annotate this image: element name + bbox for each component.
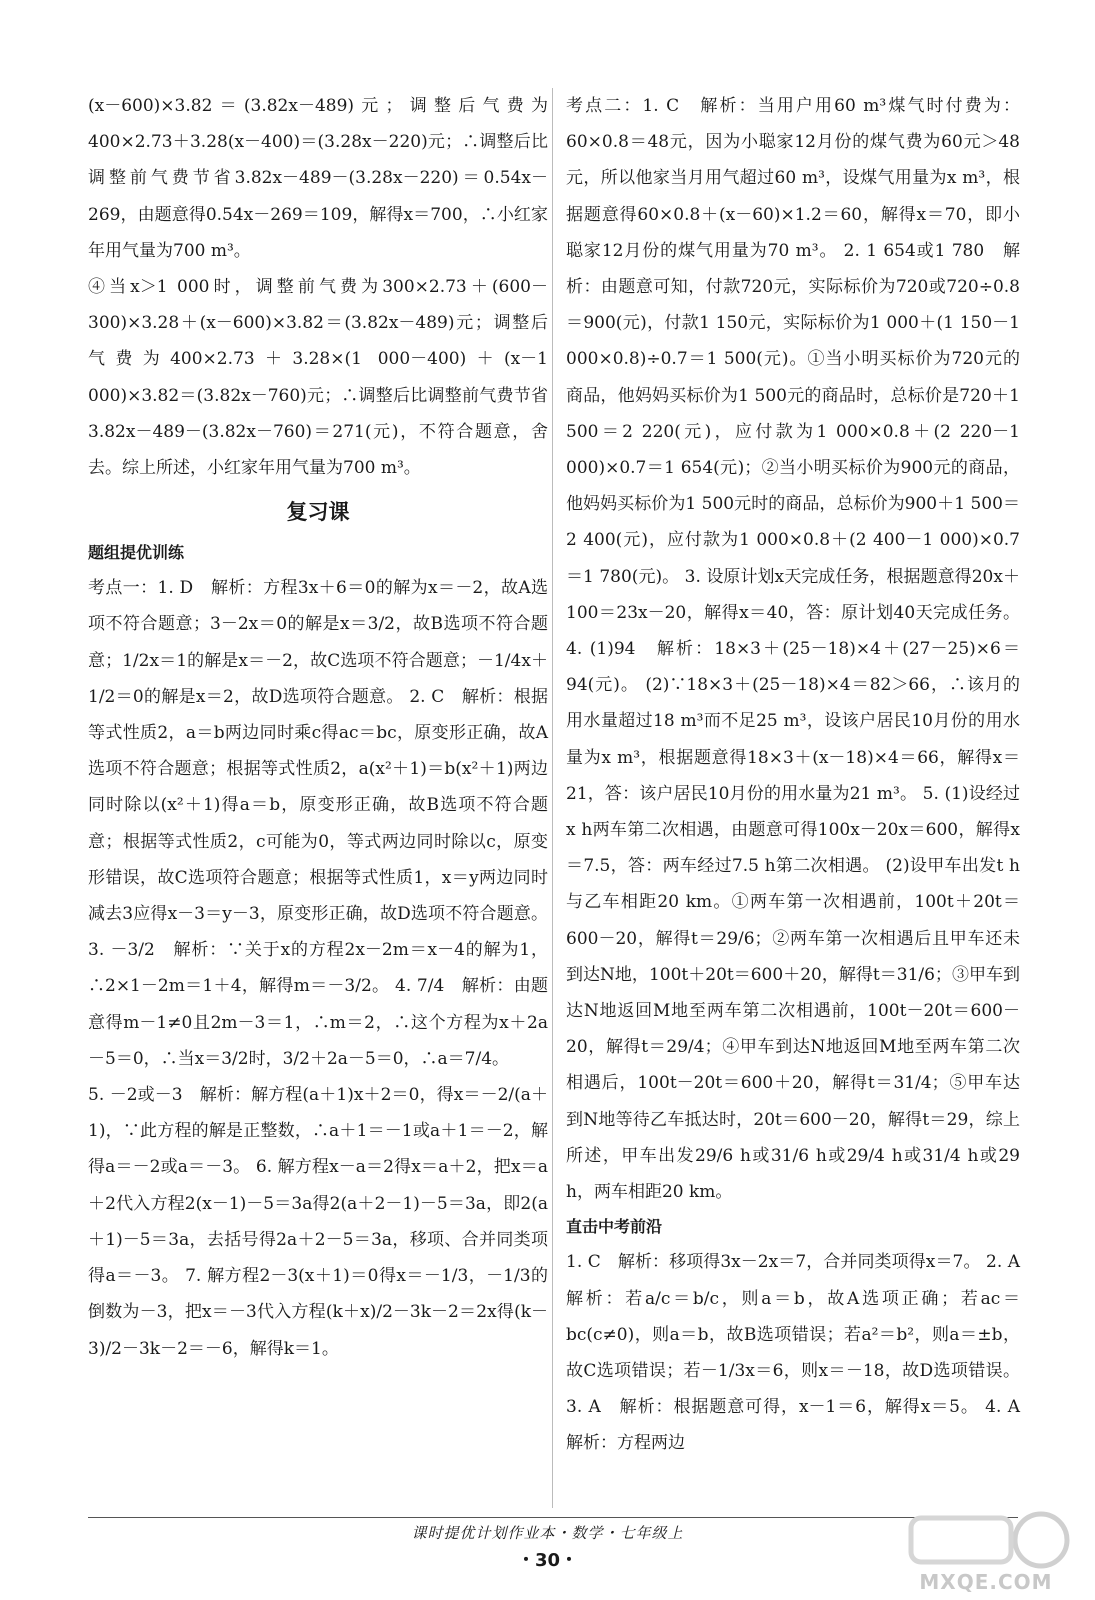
subheading-practice: 题组提优训练	[88, 543, 185, 563]
watermark-seal-icon	[891, 1510, 1081, 1570]
watermark-text: MXQE.COM	[919, 1570, 1053, 1594]
watermark-logo	[891, 1510, 1081, 1594]
left-column	[88, 88, 548, 1367]
left-paragraph-2: ④当x＞1 000时，调整前气费为300×2.73＋(600－300)×3.28＋(x－600)×3.82＝(3.82x－489)元；调整后气费为400×2.73＋3.28×(1 000－400)＋(x－1 000)×3.82＝(3.82x－760)元；∴调整后比调整前气费节省3.82x－489－(3.82x－760)＝271(元)，不符合题意，舍去。综上所述，小红家年用气量为700 m³。	[88, 277, 548, 479]
right-paragraph-1: 考点二：1. C 解析：当用户用60 m³煤气时付费为：60×0.8＝48元，因为小聪家12月份的煤气费为60元＞48元，所以他家当月用气超过60 m³，设煤气用量为x m³，根据题意得60×0.8＋(x－60)×1.2＝60，解得x＝70，即小聪家12月份的煤气用量为70 m³。 2. 1 654或1 780 解析：由题意可知，付款720元，实际标价为720或720÷0.8＝900(元)，付款1 150元，实际标价为1 000＋(1 150－1 000×0.8)÷0.7＝1 500(元)。①当小明买标价为720元的商品，他妈妈买标价为1 500元的商品时，总标价是720＋1 500＝2 220(元)，应付款为1 000×0.8＋(2 220－1 000)×0.7＝1 654(元)；②当小明买标价为900元的商品，他妈妈买标价为1 500元时的商品，总标价为900＋1 500＝2 400(元)，应付款为1 000×0.8＋(2 400－1 000)×0.7＝1 780(元)。 3. 设原计划x天完成任务，根据题意得20x＋100＝23x－20，解得x＝40，答：原计划40天完成任务。 4. (1)94 解析：18×3＋(25－18)×4＋(27－25)×6＝94(元)。 (2)∵18×3＋(25－18)×4＝82＞66，∴该月的用水量超过18 m³而不足25 m³，设该户居民10月份的用水量为x m³，根据题意得18×3＋(x－18)×4＝66，解得x＝21，答：该户居民10月份的用水量为21 m³。 5. (1)设经过x h两车第二次相遇，由题意可得100x－20x＝600，解得x＝7.5，答：两车经过7.5 h第二次相遇。 (2)设甲车出发t h与乙车相距20 km。①两车第一次相遇前，100t＋20t＝600－20，解得t＝29/6；②两车第一次相遇后且甲车还未到达N地，100t＋20t＝600＋20，解得t＝31/6；③甲车到达N地返回M地至两车第二次相遇前，100t－20t＝600－20，解得t＝29/4；④甲车到达N地返回M地至两车第二次相遇后，100t－20t＝600＋20，解得t＝31/4；⑤甲车达到N地等待乙车抵达时，20t＝600－20，解得t＝29，综上所述，甲车出发29/6 h或31/6 h或29/4 h或31/4 h或29 h，两车相距20 km。	[566, 96, 1020, 1203]
left-paragraph-3: 考点一：1. D 解析：方程3x＋6＝0的解为x＝－2，故A选项不符合题意；3－2x＝0的解是x＝3/2，故B选项不符合题意；1/2x＝1的解是x＝－2，故C选项不符合题意；－1/4x＋1/2＝0的解是x＝2，故D选项符合题意。 2. C 解析：根据等式性质2，a＝b两边同时乘c得ac＝bc，原变形正确，故A选项不符合题意；根据等式性质2，a(x²＋1)＝b(x²＋1)两边同时除以(x²＋1)得a＝b，原变形正确，故B选项不符合题意；根据等式性质2，c可能为0，等式两边同时除以c，原变形错误，故C选项符合题意；根据等式性质1，x＝y两边同时减去3应得x－3＝y－3，原变形正确，故D选项不符合题意。 3. －3/2 解析：∵关于x的方程2x－2m＝x－4的解为1，∴2×1－2m＝1＋4，解得m＝－3/2。 4. 7/4 解析：由题意得m－1≠0且2m－3＝1，∴m＝2，∴这个方程为x＋2a－5＝0，∴当x＝3/2时，3/2＋2a－5＝0，∴a＝7/4。	[88, 578, 548, 1069]
subheading-exam: 直击中考前沿	[566, 1217, 663, 1237]
footer-book-title: 课时提优计划作业本・数学・七年级上	[411, 1524, 684, 1542]
page-number: ・30・	[516, 1550, 579, 1571]
left-paragraph-1: (x－600)×3.82＝(3.82x－489)元；调整后气费为400×2.73＋3.28(x－400)＝(3.28x－220)元；∴调整后比调整前气费节省3.82x－489－(3.28x－220)＝0.54x－269，由题意得0.54x－269＝109，解得x＝700，∴小红家年用气量为700 m³。	[88, 96, 548, 261]
left-paragraph-4: 5. －2或－3 解析：解方程(a＋1)x＋2＝0，得x＝－2/(a＋1)，∵此方程的解是正整数，∴a＋1＝－1或a＋1＝－2，解得a＝－2或a＝－3。 6. 解方程x－a＝2得x＝a＋2，把x＝a＋2代入方程2(x－1)－5＝3a得2(a＋2－1)－5＝3a，即2(a＋1)－5＝3a，去括号得2a＋2－5＝3a，移项、合并同类项得a＝－3。 7. 解方程2－3(x＋1)＝0得x＝－1/3，－1/3的倒数为－3，把x＝－3代入方程(k＋x)/2－3k－2＝2x得(k－3)/2－3k－2＝－6，解得k＝1。	[88, 1085, 548, 1359]
column-divider	[552, 88, 553, 1508]
section-title: 复习课	[286, 500, 350, 525]
right-paragraph-2: 1. C 解析：移项得3x－2x＝7，合并同类项得x＝7。 2. A 解析：若a/c＝b/c，则a＝b，故A选项正确；若ac＝bc(c≠0)，则a＝b，故B选项错误；若a²＝b²，则a＝±b，故C选项错误；若－1/3x＝6，则x＝－18，故D选项错误。 3. A 解析：根据题意可得，x－1＝6，解得x＝5。 4. A 解析：方程两边	[566, 1252, 1037, 1454]
right-column	[566, 88, 1037, 1462]
footer-rule	[88, 1517, 1018, 1518]
